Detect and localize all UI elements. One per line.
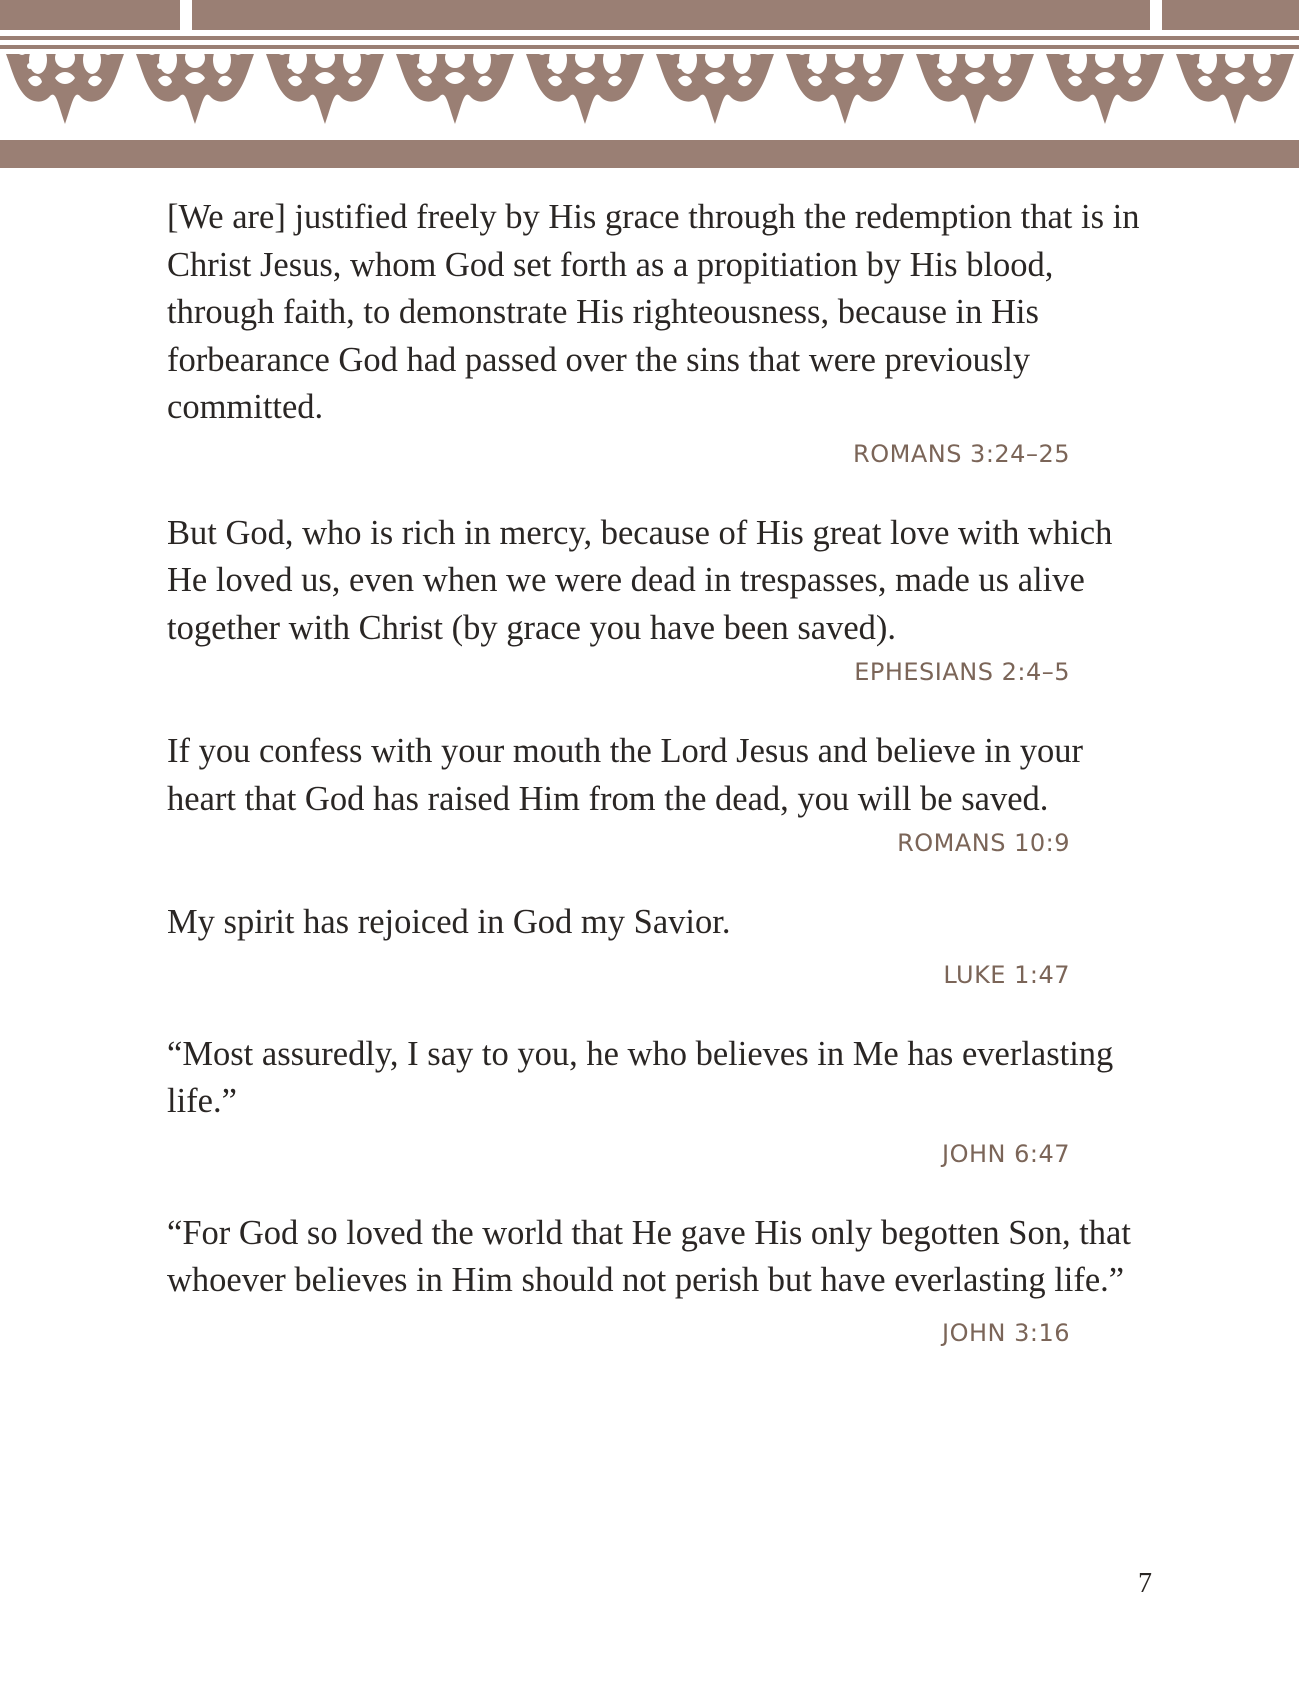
page-number: 7	[1138, 1568, 1152, 1599]
lace-border-ornament	[0, 0, 1299, 180]
verse-text: “Most assuredly, I say to you, he who believes in Me has everlasting life.”	[167, 1034, 1114, 1120]
verse-text: My spirit has rejoiced in God my Savior.	[167, 903, 731, 941]
verse-reference: EPHESIANS 2:4–5	[854, 658, 1070, 686]
verse-text: But God, who is rich in mercy, because of His great love with which He loved us, even when we were dead in trespasses, made us alive together with Christ (by grace you have been saved).	[167, 513, 1113, 647]
verse-list	[167, 194, 1142, 1347]
verse-reference: JOHN 3:16	[942, 1318, 1070, 1347]
verse-reference: JOHN 6:47	[942, 1139, 1070, 1168]
verse-reference: ROMANS 10:9	[897, 829, 1070, 857]
verse-reference: ROMANS 3:24–25	[853, 439, 1070, 468]
verse-text: If you confess with your mouth the Lord Jesus and believe in your heart that God has raised Him from the dead, you will be saved.	[167, 732, 1083, 818]
verse-text: “For God so loved the world that He gave His only begotten Son, that whoever believes in Him should not perish but have everlasting life.”	[167, 1213, 1131, 1299]
verse-text: [We are] justified freely by His grace through the redemption that is in Christ Jesus, whom God set forth as a propitiation by His blood, through faith, to demonstrate His righteousness, because in His forbearance God had passed over the sins that were previously committed.	[167, 198, 1140, 426]
verse-reference: LUKE 1:47	[943, 960, 1070, 989]
